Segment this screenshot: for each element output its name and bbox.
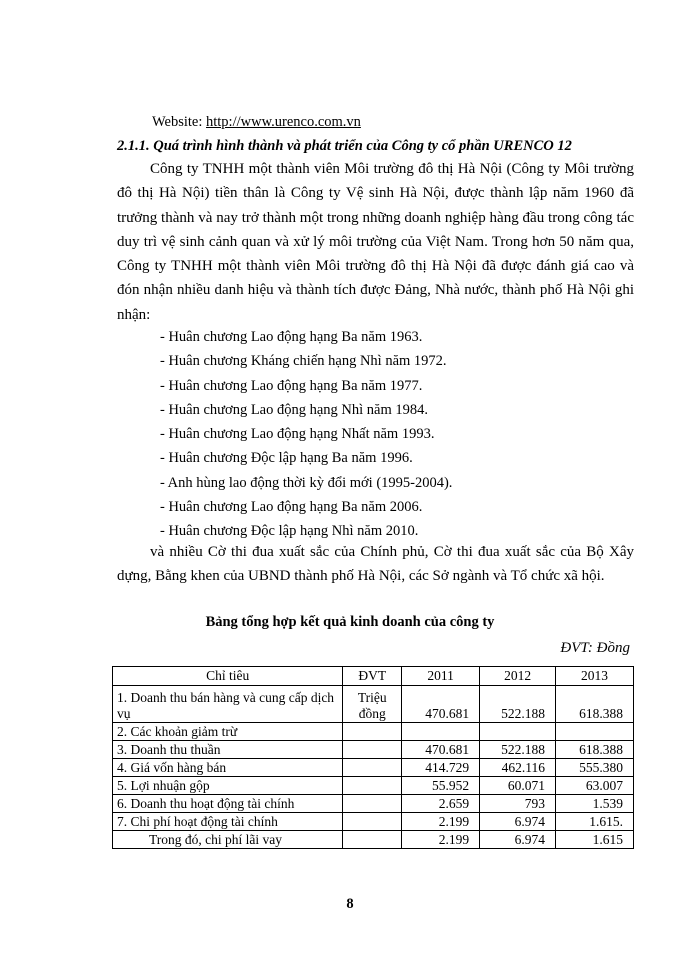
paragraph-honors: [117, 540, 634, 589]
value-2011: [402, 723, 480, 741]
award-item: - Huân chương Lao động hạng Nhì năm 1984.: [160, 401, 429, 418]
value-2013: 1.615: [556, 831, 634, 849]
value-2012: 793: [480, 795, 556, 813]
page-number: 8: [346, 896, 354, 912]
row-unit: [343, 777, 402, 795]
paragraph-history: [117, 157, 634, 327]
award-item: - Huân chương Lao động hạng Nhất năm 1993.: [160, 426, 435, 443]
table-header-row: [113, 667, 634, 686]
row-label: 1. Doanh thu bán hàng và cung cấp dịch vụ: [113, 686, 343, 723]
table-row: [113, 777, 634, 795]
award-item: - Anh hùng lao động thời kỳ đổi mới (1995-2004).: [160, 474, 453, 491]
row-unit: [343, 795, 402, 813]
value-2013: 1.615.: [556, 813, 634, 831]
table-row: [113, 741, 634, 759]
table-row: [113, 813, 634, 831]
value-2013: 555.380: [556, 759, 634, 777]
value-2013: [556, 723, 634, 741]
value-2011: 55.952: [402, 777, 480, 795]
value-2011: 470.681: [402, 741, 480, 759]
row-unit: [343, 723, 402, 741]
row-label: 2. Các khoản giảm trừ: [113, 723, 343, 741]
award-item: - Huân chương Kháng chiến hạng Nhì năm 1972.: [160, 353, 447, 370]
row-label: 5. Lợi nhuận gộp: [113, 777, 343, 795]
value-2013: 63.007: [556, 777, 634, 795]
value-2011: 2.199: [402, 831, 480, 849]
business-results-table: [112, 666, 634, 849]
row-unit: Triệu đồng: [343, 686, 402, 723]
header-cell: 2013: [556, 667, 634, 686]
value-2012: 60.071: [480, 777, 556, 795]
website-link[interactable]: http://www.urenco.com.vn: [206, 114, 361, 130]
award-item: - Huân chương Lao động hạng Ba năm 2006.: [160, 499, 423, 516]
table-title: Bảng tổng hợp kết quả kinh doanh của công ty: [205, 614, 495, 630]
value-2011: 2.199: [402, 813, 480, 831]
award-item: - Huân chương Độc lập hạng Ba năm 1996.: [160, 450, 413, 467]
value-2011: 414.729: [402, 759, 480, 777]
table-row: [113, 686, 634, 723]
value-2012: 522.188: [480, 686, 556, 723]
table-row: [113, 723, 634, 741]
award-item: - Huân chương Lao động hạng Ba năm 1977.: [160, 377, 423, 394]
row-unit: [343, 741, 402, 759]
table-unit: ĐVT: Đồng: [560, 640, 630, 656]
value-2012: 462.116: [480, 759, 556, 777]
value-2013: 618.388: [556, 686, 634, 723]
value-2013: 1.539: [556, 795, 634, 813]
header-cell: ĐVT: [343, 667, 402, 686]
row-unit: [343, 759, 402, 777]
table-row: [113, 759, 634, 777]
table-row: [113, 795, 634, 813]
section-heading: 2.1.1. Quá trình hình thành và phát triển của Công ty cổ phần URENCO 12: [117, 138, 572, 154]
paragraph-history-text: Công ty TNHH một thành viên Môi trường đô thị Hà Nội (Công ty Môi trường đô thị Hà Nội) tiền thân là Công ty Vệ sinh Hà Nội, được thành lập năm 1960 đã trưởng thành và nay trở thành một trong những doanh nghiệp hàng đầu trong công tác duy trì vệ sinh cảnh quan và xử lý môi trường của Việt Nam. Trong hơn 50 năm qua, Công ty TNHH một thành viên Môi trường đô thị Hà Nội đã được đánh giá cao và đón nhận nhiều danh hiệu và thành tích được Đảng, Nhà nước, thành phố Hà Nội ghi nhận:: [117, 161, 634, 323]
row-unit: [343, 831, 402, 849]
award-item: - Huân chương Lao động hạng Ba năm 1963.: [160, 329, 423, 345]
value-2012: [480, 723, 556, 741]
award-item: - Huân chương Độc lập hạng Nhì năm 2010.: [160, 523, 419, 540]
value-2012: 6.974: [480, 813, 556, 831]
website-label: Website:: [152, 114, 206, 130]
row-unit: [343, 813, 402, 831]
header-cell: Chỉ tiêu: [113, 667, 343, 686]
row-label: Trong đó, chi phí lãi vay: [113, 831, 343, 849]
awards-list: [160, 325, 452, 544]
value-2013: 618.388: [556, 741, 634, 759]
header-cell: 2011: [402, 667, 480, 686]
row-label: 6. Doanh thu hoạt động tài chính: [113, 795, 343, 813]
row-label: 4. Giá vốn hàng bán: [113, 759, 343, 777]
row-label: 3. Doanh thu thuần: [113, 741, 343, 759]
table-row: [113, 831, 634, 849]
value-2012: 6.974: [480, 831, 556, 849]
row-label: 7. Chi phí hoạt động tài chính: [113, 813, 343, 831]
value-2011: 470.681: [402, 686, 480, 723]
value-2011: 2.659: [402, 795, 480, 813]
header-cell: 2012: [480, 667, 556, 686]
paragraph-honors-text: và nhiều Cờ thi đua xuất sắc của Chính phủ, Cờ thi đua xuất sắc của Bộ Xây dựng, Bằng khen của UBND thành phố Hà Nội, các Sở ngành và Tổ chức xã hội.: [117, 544, 634, 585]
value-2012: 522.188: [480, 741, 556, 759]
website-line: [152, 112, 361, 132]
